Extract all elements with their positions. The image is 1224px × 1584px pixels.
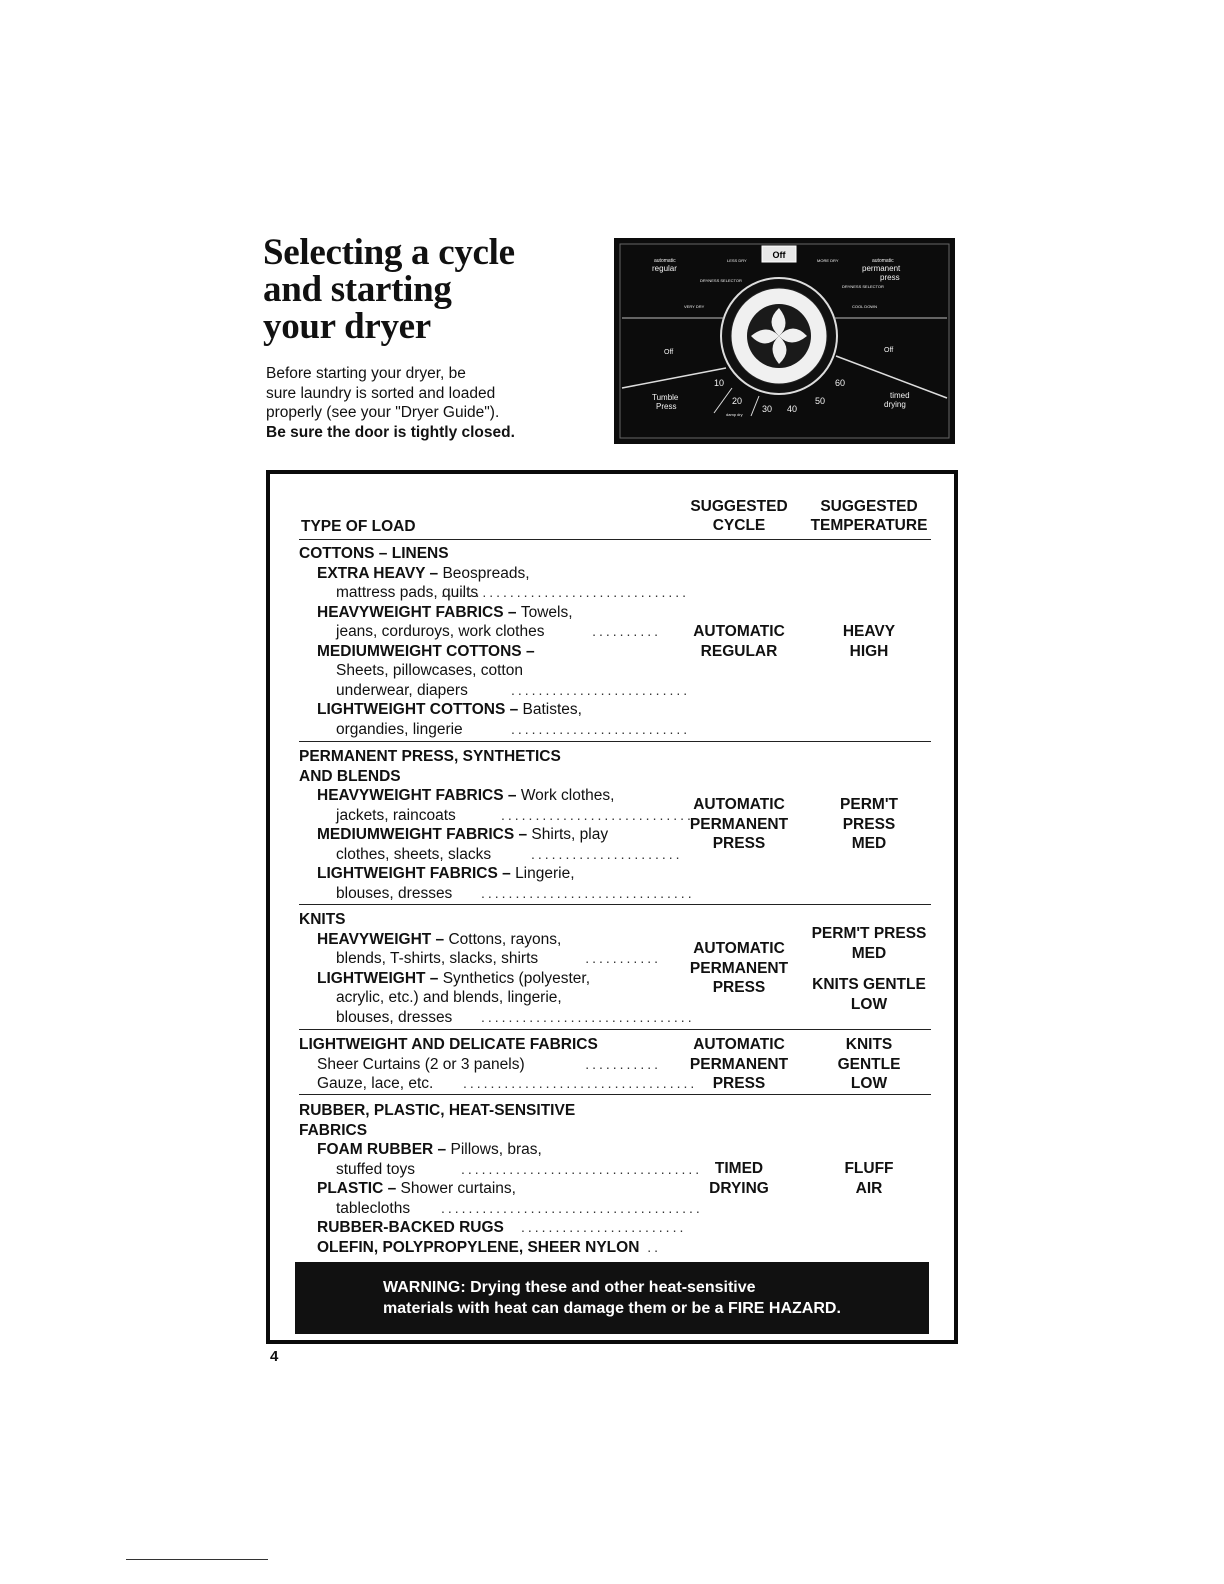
rubber-temperature	[800, 1159, 938, 1198]
dial-number: 10	[714, 378, 725, 388]
temp-line: LOW	[850, 995, 888, 1013]
dial-label: Off	[884, 347, 894, 354]
fire-hazard-warning	[295, 1262, 929, 1334]
temp-line: PRESS	[842, 815, 896, 833]
section-heading: COTTONS – LINENS	[299, 545, 449, 562]
load-desc: Pillows, bras,	[450, 1141, 542, 1158]
warning-line: WARNING: Drying these and other heat-sensitive	[383, 1279, 756, 1296]
load-line: OLEFIN, POLYPROPYLENE, SHEER NYLON ..	[317, 1238, 661, 1256]
load-type: FOAM RUBBER –	[317, 1141, 451, 1158]
temp-line: MED	[851, 835, 887, 852]
load-line: blends, T-shirts, slacks, shirts ...........	[336, 950, 661, 967]
dial-label: press	[880, 273, 900, 282]
load-line	[299, 700, 939, 720]
cottons-cycle	[668, 622, 810, 661]
load-type: PLASTIC –	[317, 1180, 401, 1197]
load-line: stuffed toys ...................................	[336, 1160, 703, 1178]
table-divider	[299, 539, 931, 540]
table-divider	[299, 904, 931, 905]
load-type: OLEFIN, POLYPROPYLENE, SHEER NYLON	[317, 1238, 640, 1256]
load-line: Gauze, lace, etc. ..................................	[317, 1075, 698, 1092]
load-type: EXTRA HEAVY –	[317, 564, 443, 582]
dial-number: 60	[835, 378, 846, 388]
load-line: blouses, dresses ...............................	[336, 1008, 695, 1026]
header-suggested-temperature	[800, 497, 938, 535]
load-type: LIGHTWEIGHT COTTONS –	[317, 701, 523, 718]
dial-off-top: Off	[772, 250, 786, 260]
footnote-divider	[126, 1559, 268, 1560]
section-heading: FABRICS	[299, 1121, 368, 1139]
cycle-line: REGULAR	[700, 642, 778, 660]
intro-door-warning: Be sure the door is tightly closed.	[266, 423, 515, 441]
load-line: clothes, sheets, slacks ......................	[336, 845, 683, 863]
load-desc: acrylic, etc.) and blends, lingerie,	[336, 989, 562, 1006]
load-desc: organdies, lingerie	[336, 720, 463, 738]
cycle-line: PERMANENT	[689, 1055, 789, 1073]
rubber-cycle	[668, 1159, 810, 1198]
dial-label: LESS DRY	[727, 258, 747, 263]
header-temp-line: TEMPERATURE	[810, 517, 928, 534]
load-line	[299, 864, 939, 884]
dial-label: MORE DRY	[817, 258, 839, 263]
load-desc: Towels,	[520, 603, 573, 621]
temp-line: KNITS GENTLE	[812, 976, 926, 993]
load-line	[299, 564, 939, 584]
load-line: jackets, raincoats ............................	[336, 806, 694, 824]
dial-number: 30	[762, 404, 773, 414]
load-type: MEDIUMWEIGHT FABRICS –	[317, 826, 532, 843]
knits-cycle	[668, 939, 810, 998]
knits-temperature	[800, 924, 938, 1014]
title-line: Selecting a cycle	[263, 232, 515, 273]
load-line: mattress pads, quilts ....................................	[336, 584, 690, 601]
load-desc: Sheer Curtains (2 or 3 panels)	[317, 1055, 525, 1073]
load-line: tablecloths ......................................	[336, 1199, 703, 1217]
dial-label: Tumble	[652, 393, 679, 402]
load-desc: jackets, raincoats	[336, 806, 456, 824]
cycle-line: PRESS	[712, 1075, 766, 1092]
load-line: underwear, diapers ..........................	[336, 681, 691, 699]
load-desc: Batistes,	[522, 701, 582, 718]
dial-label: permanent	[862, 264, 901, 273]
dial-label: VERY DRY	[684, 304, 705, 309]
cottons-temperature	[800, 622, 938, 661]
load-desc: mattress pads, quilts	[336, 584, 479, 601]
load-cycle-table	[266, 470, 958, 1344]
temp-line: LOW	[850, 1075, 888, 1092]
load-desc: clothes, sheets, slacks	[336, 845, 492, 863]
cycle-line: TIMED	[714, 1160, 764, 1177]
load-line: Sheer Curtains (2 or 3 panels) ...........	[317, 1055, 661, 1073]
temp-line: PERM'T	[840, 796, 898, 813]
temp-line: HEAVY	[842, 623, 896, 640]
cycle-line: AUTOMATIC	[693, 940, 785, 957]
load-line: jeans, corduroys, work clothes ..........	[336, 623, 661, 640]
cycle-line: PERMANENT	[689, 959, 789, 977]
load-desc: Shower curtains,	[400, 1180, 516, 1197]
load-desc: blouses, dresses	[336, 884, 453, 902]
temp-line: HIGH	[849, 642, 889, 660]
load-desc: tablecloths	[336, 1199, 411, 1217]
temp-line: PERM'T PRESS	[811, 925, 927, 942]
load-desc: Beospreads,	[442, 564, 530, 582]
section-heading: KNITS	[299, 911, 346, 928]
section-heading: PERMANENT PRESS, SYNTHETICS	[299, 748, 561, 765]
load-desc: Gauze, lace, etc.	[317, 1075, 434, 1092]
delicate-temperature	[800, 1035, 938, 1094]
load-desc: Shirts, play	[531, 826, 609, 843]
dryer-control-dial-illustration	[614, 238, 955, 444]
dial-label: automatic	[872, 258, 894, 264]
load-desc: Cottons, rayons,	[448, 930, 562, 948]
cycle-line: DRYING	[709, 1179, 769, 1197]
dial-number: 20	[732, 396, 743, 406]
load-type: HEAVYWEIGHT FABRICS –	[317, 603, 521, 621]
warning-line: materials with heat can damage them or be a FIRE HAZARD.	[383, 1300, 841, 1317]
load-type: HEAVYWEIGHT –	[317, 930, 449, 948]
cycle-line: PRESS	[712, 979, 766, 996]
header-type-of-load: TYPE OF LOAD	[301, 518, 416, 535]
header-temp-line: SUGGESTED	[820, 498, 918, 515]
temp-line: FLUFF	[844, 1160, 894, 1177]
dial-label: timed	[890, 391, 910, 400]
dial-number: 50	[815, 396, 826, 406]
load-desc: blouses, dresses	[336, 1008, 453, 1026]
intro-paragraph	[266, 364, 586, 442]
load-line: RUBBER-BACKED RUGS ........................	[317, 1219, 687, 1236]
load-type: LIGHTWEIGHT FABRICS –	[317, 865, 516, 882]
title-line: and starting	[263, 269, 452, 310]
table-divider	[299, 741, 931, 742]
load-desc: underwear, diapers	[336, 681, 468, 699]
temp-line: AIR	[855, 1179, 883, 1197]
cycle-line: AUTOMATIC	[693, 623, 785, 640]
load-desc: Work clothes,	[520, 787, 615, 804]
dial-label: regular	[652, 264, 677, 273]
page-title	[263, 234, 593, 345]
page-number: 4	[270, 1348, 279, 1365]
section-heading: LIGHTWEIGHT AND DELICATE FABRICS	[299, 1036, 598, 1053]
dial-drawing	[614, 238, 955, 444]
load-desc: Lingerie,	[515, 865, 575, 882]
load-desc: Synthetics (polyester,	[442, 969, 591, 987]
load-line: organdies, lingerie ..........................	[336, 720, 691, 738]
dial-label: DRYNESS SELECTOR	[842, 284, 884, 289]
dial-label: Off	[664, 349, 674, 356]
intro-line: Before starting your dryer, be	[266, 365, 466, 382]
dial-label: drying	[884, 400, 906, 409]
dial-label: DRYNESS SELECTOR	[700, 278, 742, 283]
intro-line: sure laundry is sorted and loaded	[266, 384, 496, 402]
dial-label: Press	[656, 402, 677, 411]
load-line	[299, 603, 939, 623]
load-type: MEDIUMWEIGHT COTTONS –	[317, 642, 535, 660]
title-line: your dryer	[263, 306, 431, 347]
load-desc: jeans, corduroys, work clothes	[336, 623, 545, 640]
load-desc: blends, T-shirts, slacks, shirts	[336, 950, 539, 967]
temp-line: GENTLE	[837, 1055, 901, 1073]
temp-line: KNITS	[845, 1036, 893, 1053]
dial-number: 40	[787, 404, 798, 414]
cycle-line: PRESS	[712, 835, 766, 852]
delicate-cycle	[668, 1035, 810, 1094]
load-type: LIGHTWEIGHT –	[317, 969, 443, 987]
cycle-line: AUTOMATIC	[693, 1036, 785, 1053]
header-suggested-cycle	[668, 497, 810, 535]
load-type: HEAVYWEIGHT FABRICS –	[317, 787, 521, 804]
dial-label: COOL DOWN	[852, 304, 877, 309]
intro-line: properly (see your "Dryer Guide").	[266, 404, 500, 421]
table-divider	[299, 1094, 931, 1095]
load-type: RUBBER-BACKED RUGS	[317, 1219, 504, 1236]
header-cycle-line: SUGGESTED	[690, 498, 788, 515]
header-cycle-line: CYCLE	[712, 517, 766, 534]
table-divider	[299, 1029, 931, 1030]
load-line	[299, 1140, 939, 1160]
load-desc: Sheets, pillowcases, cotton	[336, 662, 523, 679]
load-line: blouses, dresses ...............................	[336, 884, 695, 902]
section-heading: AND BLENDS	[299, 767, 401, 785]
load-desc: stuffed toys	[336, 1160, 415, 1178]
perm-cycle	[668, 795, 810, 854]
dial-label: automatic	[654, 258, 676, 264]
cycle-line: PERMANENT	[689, 815, 789, 833]
section-heading: RUBBER, PLASTIC, HEAT-SENSITIVE	[299, 1102, 576, 1119]
perm-temperature	[800, 795, 938, 854]
temp-line: MED	[851, 944, 887, 962]
cycle-line: AUTOMATIC	[693, 796, 785, 813]
dial-label: damp dry	[726, 412, 743, 417]
